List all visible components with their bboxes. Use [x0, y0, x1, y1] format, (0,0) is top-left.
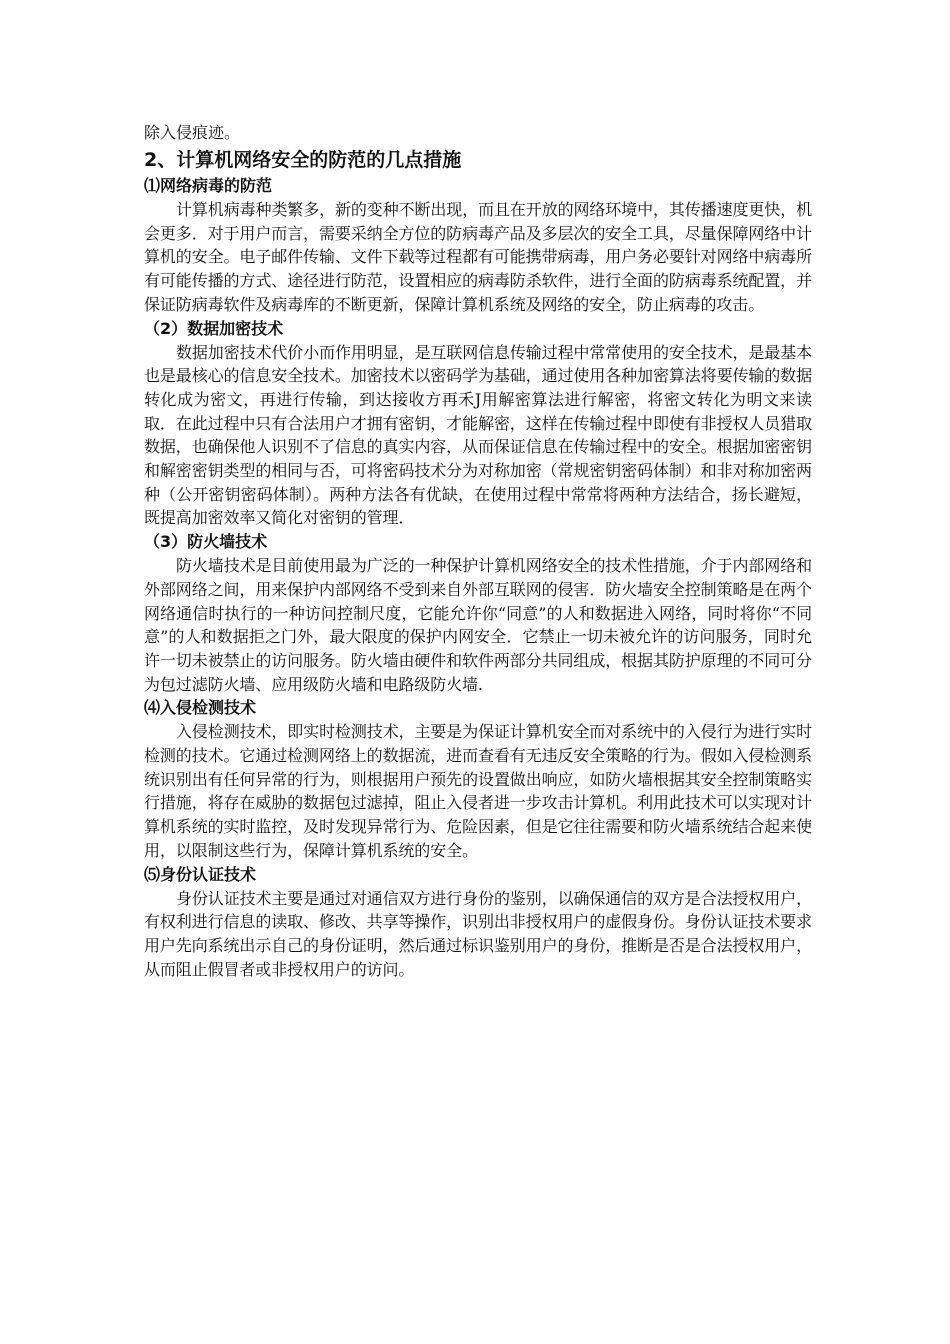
document-page	[144, 120, 812, 981]
subsection-body-intrusion-detection: 入侵检测技术，即实时检测技术，主要是为保证计算机安全而对系统中的入侵行为进行实时检测的技术。它通过检测网络上的数据流，进而查看有无违反安全策略的行为。假如入侵检测系统识别出有任何异常的行为，则根据用户预先的设置做出响应，如防火墙根据其安全控制策略实行措施，将存在威胁的数据包过滤掉，阻止入侵者进一步攻击计算机。利用此技术可以实现对计算机系统的实时监控，及时发现异常行为、危险因素，但是它往往需要和防火墙系统结合起来使用，以限制这些行为，保障计算机系统的安全。	[144, 722, 813, 860]
subsection-body-virus: 计算机病毒种类繁多，新的变种不断出现，而且在开放的网络环境中，其传播速度更快，机会更多．对于用户而言，需要采纳全方位的防病毒产品及多层次的安全工具，尽量保障网络中计算机的安全。电子邮件传输、文件下载等过程都有可能携带病毒，用户务必要针对网络中病毒所有可能传播的方式、途径进行防范，设置相应的病毒防杀软件，进行全面的防病毒系统配置，并保证防病毒软件及病毒库的不断更新，保障计算机系统及网络的安全，防止病毒的攻击。	[144, 200, 813, 314]
subsection-heading-firewall: （3）防火墙技术	[144, 532, 268, 552]
section-title: 2、计算机网络安全的防范的几点措施	[144, 149, 462, 171]
subsection-body-authentication: 身份认证技术主要是通过对通信双方进行身份的鉴别，以确保通信的双方是合法授权用户，有权利进行信息的读取、修改、共享等操作，识别出非授权用户的虚假身份。身份认证技术要求用户先向系统出示自己的身份证明，然后通过标识鉴别用户的身份，推断是否是合法授权用户，从而阻止假冒者或非授权用户的访问。	[144, 888, 813, 979]
subsection-heading-virus: ⑴网络病毒的防范	[144, 176, 273, 195]
subsection-heading-encryption: （2）数据加密技术	[144, 318, 284, 338]
subsection-body-firewall: 防火墙技术是目前使用最为广泛的一种保护计算机网络安全的技术性措施，介于内部网络和外部网络之间，用来保护内部网络不受到来自外部互联网的侵害．防火墙安全控制策略是在两个网络通信时执行的一种访问控制尺度，它能允许你“同意”的人和数据进入网络，同时将你“不同意”的人和数据拒之门外，最大限度的保护内网安全．它禁止一切未被允许的访问服务，同时允许一切未被禁止的访问服务。防火墙由硬件和软件两部分共同组成，根据其防护原理的不同可分为包过滤防火墙、应用级防火墙和电路级防火墙.	[144, 556, 813, 694]
subsection-heading-authentication: ⑸身份认证技术	[144, 864, 257, 884]
subsection-body-encryption: 数据加密技术代价小而作用明显，是互联网信息传输过程中常常使用的安全技术，是最基本也是最核心的信息安全技术。加密技术以密码学为基础，通过使用各种加密算法将要传输的数据转化成为密文，再进行传输，到达接收方再禾J用解密算法进行解密，将密文转化为明文来读取．在此过程中只有合法用户才拥有密钥，才能解密，这样在传输过程中即使有非授权人员猎取数据，也确保他人识别不了信息的真实内容，从而保证信息在传输过程中的安全。根据加密密钥和解密密钥类型的相同与否，可将密码技术分为对称加密（常规密钥密码体制）和非对称加密两种（公开密钥密码体制）。两种方法各有优缺，在使用过程中常常将两种方法结合，扬长避短，既提高加密效率又简化对密钥的管理．	[144, 342, 813, 528]
subsection-heading-intrusion-detection: ⑷入侵检测技术	[144, 698, 257, 718]
intro-fragment: 除入侵痕迹。	[144, 123, 241, 142]
